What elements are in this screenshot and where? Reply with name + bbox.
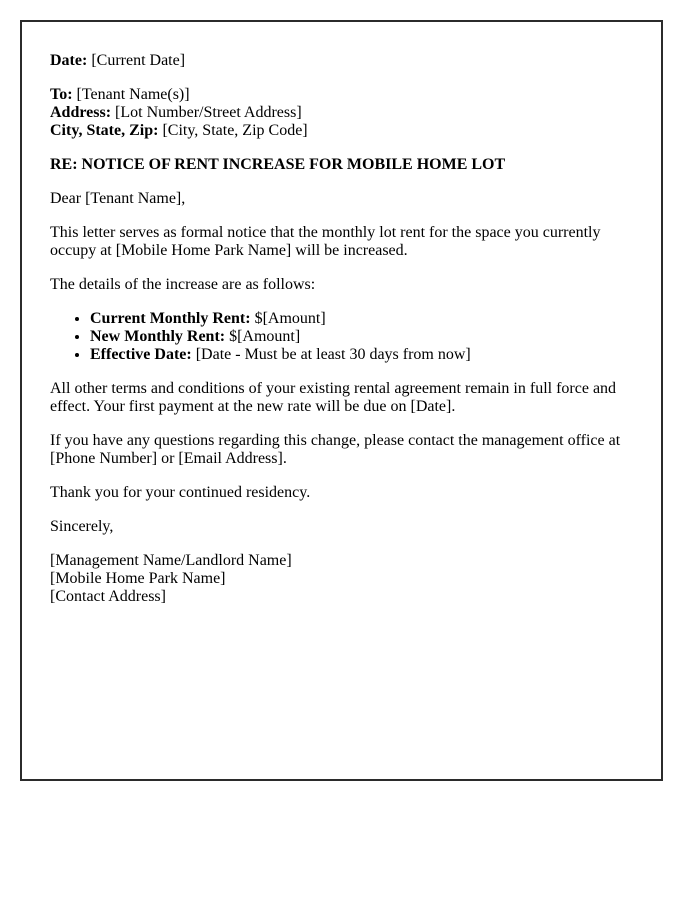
list-item-current-rent <box>90 310 633 328</box>
signature-contact-address: [Contact Address] <box>50 588 166 605</box>
thanks-paragraph: Thank you for your continued residency. <box>50 484 311 501</box>
subject-line: RE: NOTICE OF RENT INCREASE FOR MOBILE HOME LOT <box>50 156 506 173</box>
list-item-effective-date <box>90 346 633 364</box>
city-state-zip-value: [City, State, Zip Code] <box>158 122 308 139</box>
signature-park-name: [Mobile Home Park Name] <box>50 570 226 587</box>
to-value: [Tenant Name(s)] <box>72 86 190 103</box>
date-label: Date: <box>50 52 88 69</box>
new-rent-value: $[Amount] <box>225 328 301 345</box>
current-rent-value: $[Amount] <box>250 310 326 327</box>
address-label: Address: <box>50 104 112 121</box>
salutation: Dear [Tenant Name], <box>50 190 186 207</box>
city-state-zip-label: City, State, Zip: <box>50 122 159 139</box>
new-rent-label: New Monthly Rent: <box>90 328 226 345</box>
current-rent-label: Current Monthly Rent: <box>90 310 251 327</box>
recipient-block <box>50 86 633 140</box>
date-value: [Current Date] <box>87 52 186 69</box>
details-heading: The details of the increase are as follows: <box>50 276 316 293</box>
effective-date-label: Effective Date: <box>90 346 192 363</box>
effective-date-value: [Date - Must be at least 30 days from now] <box>191 346 471 363</box>
increase-details-list <box>50 310 633 364</box>
closing: Sincerely, <box>50 518 114 535</box>
signature-block <box>50 552 633 606</box>
to-label: To: <box>50 86 73 103</box>
address-value: [Lot Number/Street Address] <box>111 104 302 121</box>
intro-paragraph: This letter serves as formal notice that the monthly lot rent for the space you currently occupy at [Mobile Home Park Name] will be increased. <box>50 224 601 259</box>
terms-paragraph: All other terms and conditions of your existing rental agreement remain in full force and effect. Your first payment at the new rate will be due on [Date]. <box>50 380 617 415</box>
list-item-new-rent <box>90 328 633 346</box>
date-line <box>50 52 633 70</box>
contact-paragraph: If you have any questions regarding this change, please contact the management office at [Phone Number] or [Email Address]. <box>50 432 621 467</box>
signature-management-name: [Management Name/Landlord Name] <box>50 552 292 569</box>
letter-document <box>20 20 663 781</box>
